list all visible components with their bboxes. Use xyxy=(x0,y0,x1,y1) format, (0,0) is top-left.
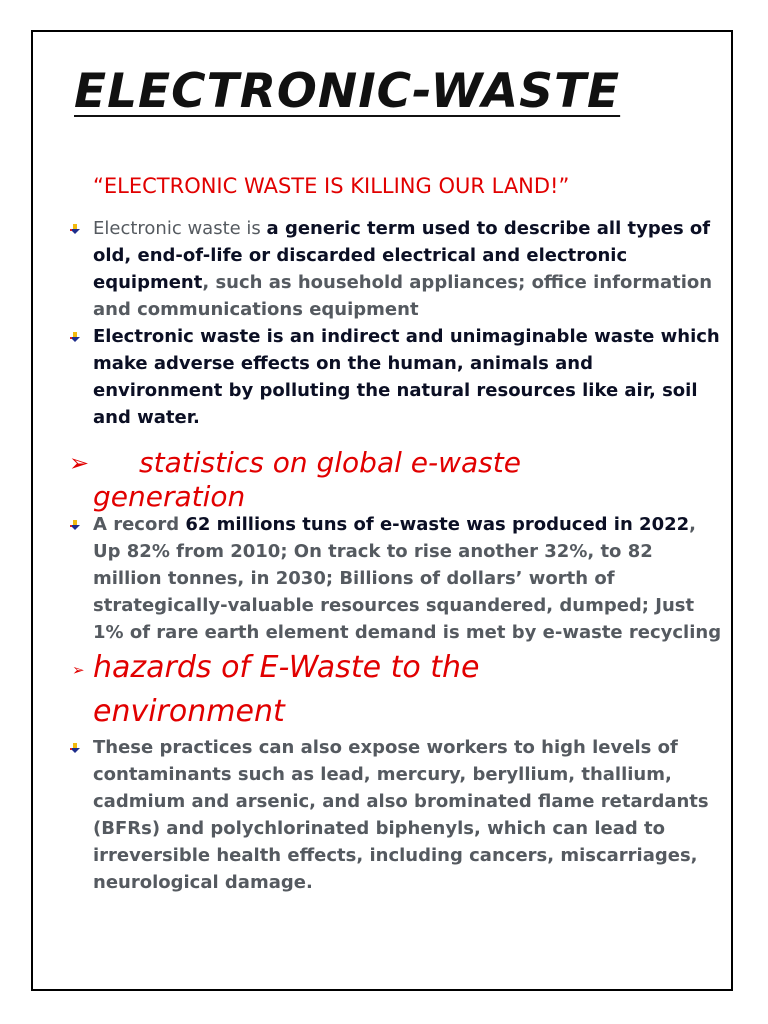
bullet-statistics xyxy=(93,511,723,646)
bullet-definition-part-b: a generic term used to describe all types of old, end-of-life or discarded electrical and electronic equipment xyxy=(93,218,711,293)
heading-hazards xyxy=(72,646,613,734)
bullet-impact xyxy=(93,323,723,431)
arrow-down-bullet-icon xyxy=(70,743,80,753)
arrow-down-bullet-icon xyxy=(70,520,80,530)
bullet-impact-text: Electronic waste is an indirect and unimaginable waste which make adverse effects on the human, animals and environment by polluting the natural resources like air, soil and water. xyxy=(93,326,720,428)
arrow-down-bullet-icon xyxy=(70,332,80,342)
arrow-right-icon: ➢ xyxy=(72,661,85,679)
bullet-definition-part-a: Electronic waste is xyxy=(93,218,267,239)
bullet-definition-part-c: , such as household appliances; office information and communications equipment xyxy=(93,272,713,320)
document-title: ELECTRONIC-WASTE xyxy=(74,64,621,119)
heading-hazards-text: hazards of E-Waste to the environment xyxy=(93,650,480,729)
bullet-definition xyxy=(93,215,723,323)
bullet-statistics-part-c: , Up 82% from 2010; On track to rise another 32%, to 82 million tonnes, in 2030; Billions of dollars’ worth of strategically-valuable resources squandered, dumped; Just 1% of rare earth element demand is met by e-waste recycling xyxy=(93,514,722,643)
bullet-hazards xyxy=(93,734,723,896)
bullet-statistics-part-a: A record xyxy=(93,514,186,535)
bullet-hazards-text: These practices can also expose workers to high levels of contaminants such as lead, mercury, beryllium, thallium, cadmium and arsenic, and also brominated flame retardants (BFRs) and polychlorinated biphenyls, which can lead to irreversible health effects, including cancers, miscarriages, neurological damage. xyxy=(93,737,709,893)
bullet-statistics-part-b: 62 millions tuns of e-waste was produced in 2022 xyxy=(185,514,690,535)
arrow-right-icon: ➢ xyxy=(69,449,90,477)
arrow-down-bullet-icon xyxy=(70,224,80,234)
heading-statistics xyxy=(69,446,653,514)
heading-statistics-text: statistics on global e-waste generation xyxy=(93,446,521,513)
document-quote: “ELECTRONIC WASTE IS KILLING OUR LAND!” xyxy=(93,174,570,198)
